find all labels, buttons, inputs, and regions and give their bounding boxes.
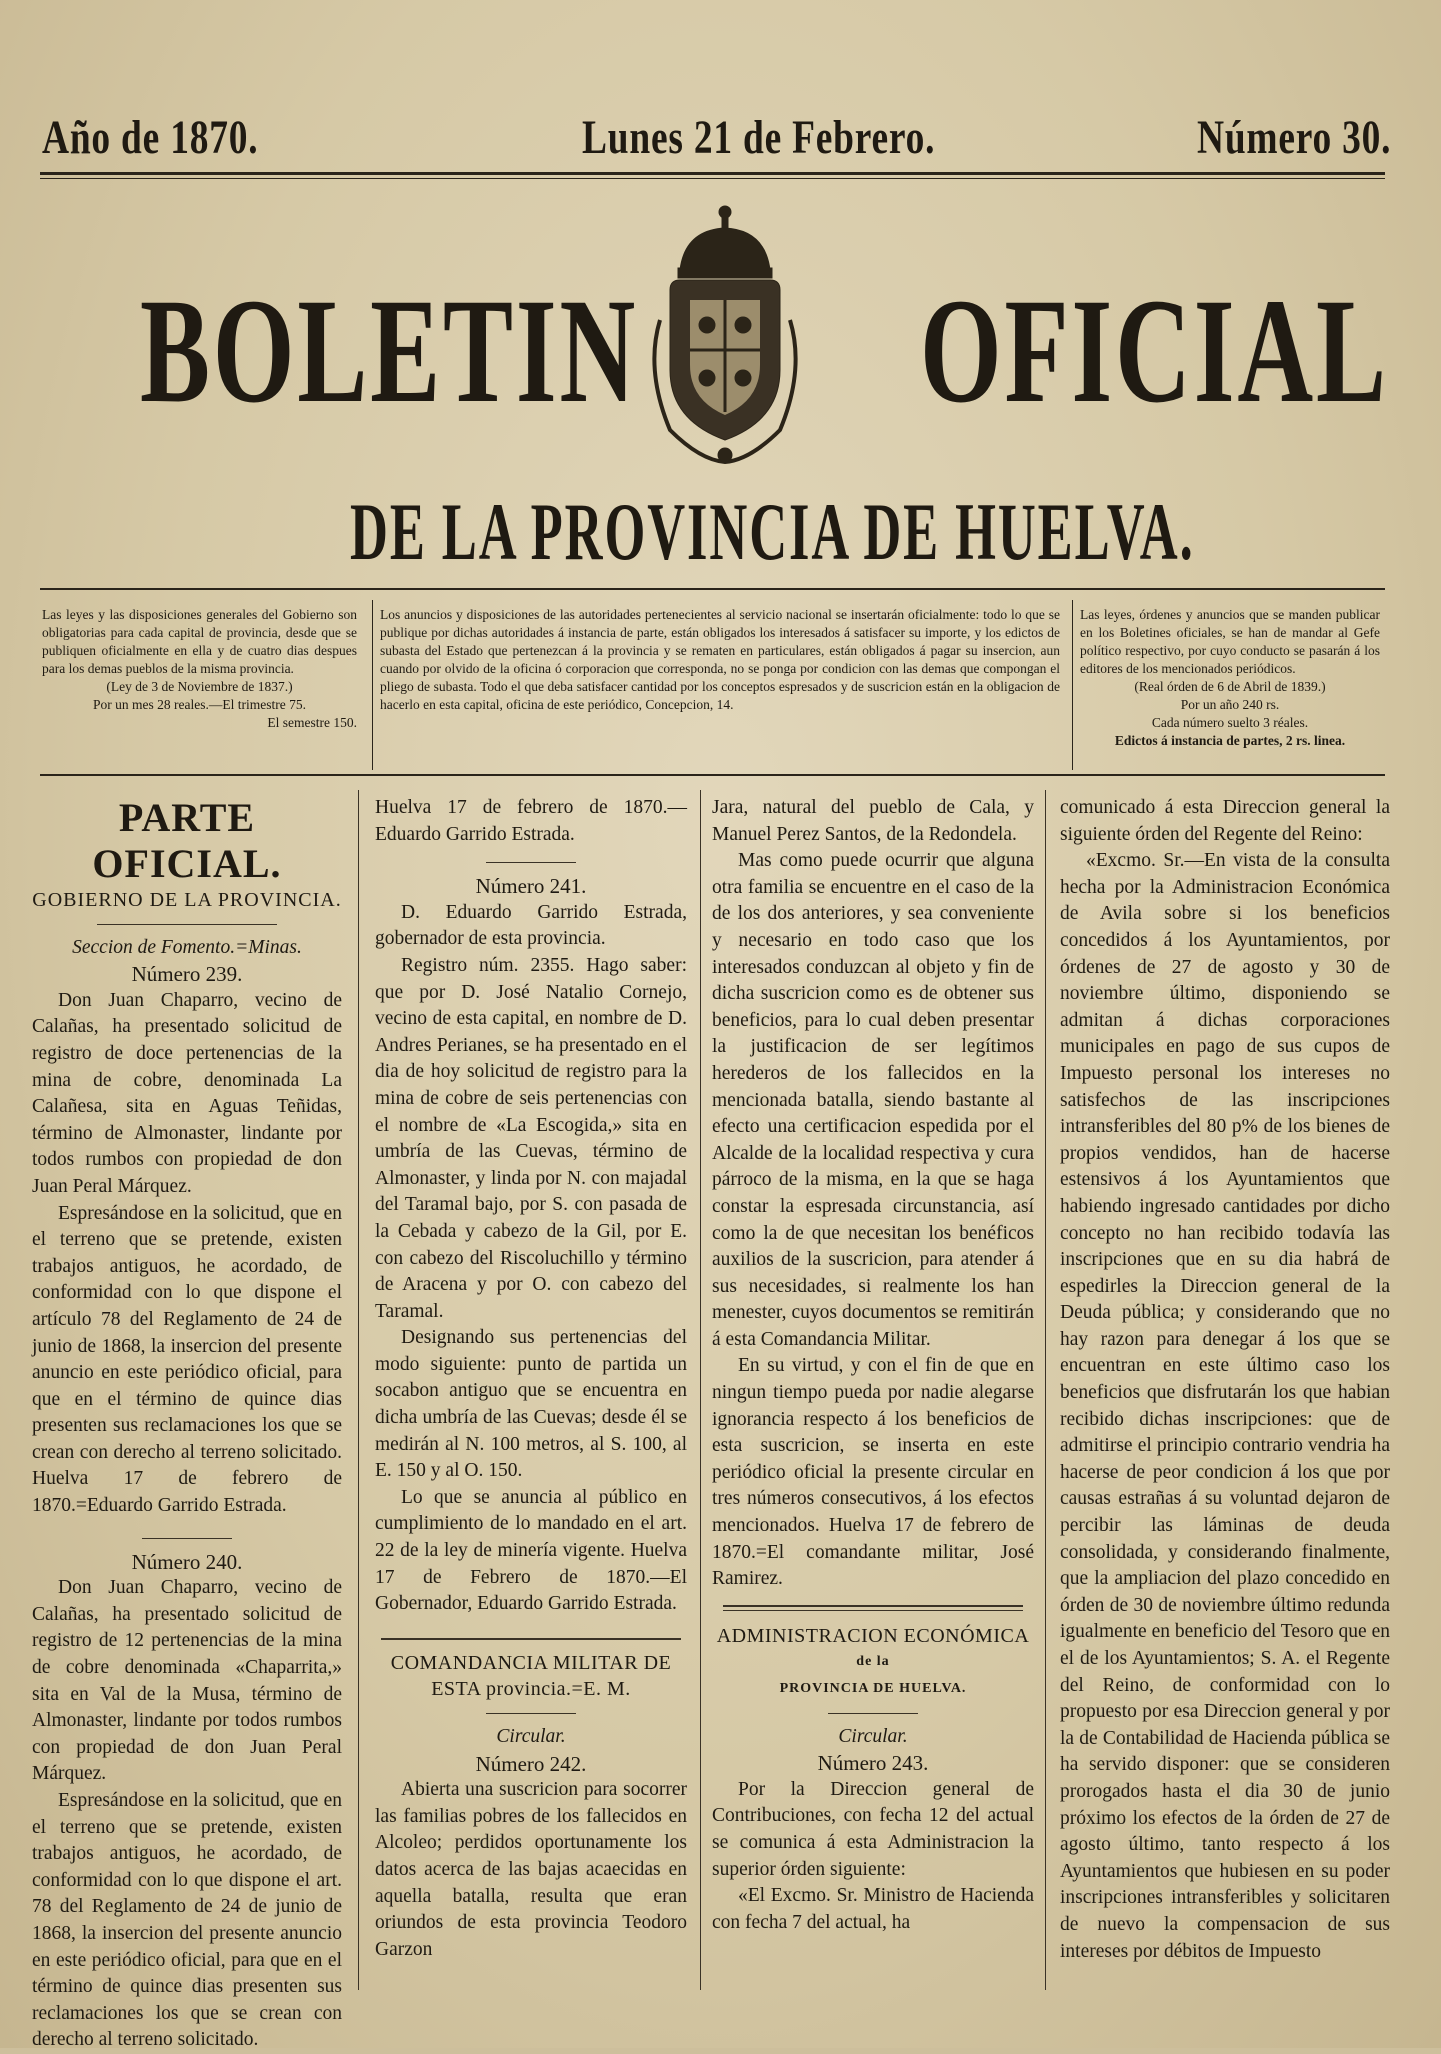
separator xyxy=(723,1605,1023,1611)
article-number: Número 242. xyxy=(475,1751,587,1776)
notice-right-text: Las leyes, órdenes y anuncios que se manden publicar en los Boletines oficiales, se han de mandar al Gefe político respectivo, por cuyo conducto se pasarán á los editores de los mencionados periódicos. xyxy=(1080,607,1380,676)
notice-divider xyxy=(1072,600,1073,770)
article-text: Lo que se anuncia al público en cumplimiento de lo mandado en el art. 22 de la ley de minería vigente. Huelva 17 de Febrero de 1870.—El Gobernador, Eduardo Garrido Estrada. xyxy=(375,1486,687,1615)
article-text: Mas como puede ocurrir que alguna otra familia se encuentre en el caso de la de los dos anteriores, y sea conveniente y necesario en todo caso que los interesados conduzcan al objeto y fin de dicha suscricion como es de obtener sus beneficios, para lo cual deben presentar la justificacion de ser legítimos herederos de los fallecidos en la mencionada batalla, siendo bastante al efecto una certificacion espedida por el Alcalde de la localidad respectiva y cura párroco de la misma, en la que se haga constar la espresada circunstancia, así como la de que necesitan los benéficos auxilios de la suscricion, para atender á sus necesidades, si realmente los han menester, cuyos documentos se remitirán á esta Comandancia Militar. xyxy=(712,850,1034,1350)
article-text: «El Excmo. Sr. Ministro de Hacienda con fecha 7 del actual, ha xyxy=(712,1885,1034,1933)
separator xyxy=(381,1638,681,1640)
masthead-title-left: BOLETIN xyxy=(140,268,639,434)
issue-year: Año de 1870. xyxy=(42,111,259,164)
column-1 xyxy=(32,795,342,2054)
article-text: Don Juan Chaparro, vecino de Calañas, ha presentado solicitud de registro de 12 pertenencias de la mina de cobre denominada «Chaparrita,» sita en Val de la Musa, término de Almonaster, lindante por todos rumbos con propiedad de don Juan Peral Márquez. xyxy=(32,1577,342,1785)
notice-right xyxy=(1080,606,1380,750)
column-2 xyxy=(375,795,687,1963)
issue-date: Lunes 21 de Febrero. xyxy=(582,111,936,164)
notice-left-price: Por un mes 28 reales.—El trimestre 75. xyxy=(93,697,306,712)
separator xyxy=(97,924,277,925)
circular-label: Circular. xyxy=(496,1726,566,1747)
article-text: Huelva 17 de febrero de 1870.—Eduardo Garrido Estrada. xyxy=(375,797,687,845)
subsection-heading-small: PROVINCIA DE HUELVA. xyxy=(779,1681,967,1696)
subsection-heading: COMANDANCIA MILITAR DE ESTA provincia.=E. M. xyxy=(390,1651,672,1701)
article-text: Registro núm. 2355. Hago saber: que por D. José Natalio Cornejo, vecino de esta capital, en nombre de D. Andres Perianes, se ha presentado en el dia de hoy solicitud de registro para la mina de cobre de seis pertenencias con el nombre de «La Escogida,» sita en umbría de las Cuevas, término de Almonaster, y linda por N. con majadal del Taramal bajo, por S. con pasada de la Cebada y cabezo de la Gil, por E. con cabezo del Riscoluchillo y término de Aracena y por O. con cabezo del Taramal. xyxy=(375,954,687,1322)
header-rule-thin xyxy=(40,178,1385,179)
article-text: Espresándose en la solicitud, que en el terreno que se pretende, existen trabajos antiguos, he acordado, de conformidad con lo que dispone el art. 78 del Reglamento de 24 de junio de 1868, la insercion del presente anuncio en este periódico oficial, para que en el término de quince dias presenten sus reclamaciones los que se crean con derecho al terreno solicitado. xyxy=(32,1790,342,2051)
notice-right-law: (Real órden de 6 de Abril de 1839.) xyxy=(1134,679,1326,694)
article-text: Don Juan Chaparro, vecino de Calañas, ha presentado solicitud de registro de doce pertenencias de la mina de cobre, denominada La Calañesa, sita en Aguas Teñidas, término de Almonaster, lindante por todos rumbos con propiedad de don Juan Peral Márquez. xyxy=(32,989,342,1197)
subsection-heading-small: de la xyxy=(856,1654,890,1670)
notice-divider xyxy=(372,600,373,770)
column-4 xyxy=(1060,795,1390,1965)
separator xyxy=(486,862,576,863)
column-rule xyxy=(358,790,359,1990)
article-number: Número 239. xyxy=(131,962,243,987)
column-3 xyxy=(712,795,1034,1936)
article-text: D. Eduardo Garrido Estrada, gobernador de esta provincia. xyxy=(375,901,687,950)
notice-left-price2: El semestre 150. xyxy=(267,715,357,730)
section-heading: PARTE OFICIAL. xyxy=(92,795,282,886)
notice-center-text: Los anuncios y disposiciones de las autoridades pertenecientes al servicio nacional se insertarán oficialmente: todo lo que se publique por dichas autoridades á instancia de parte, están obligados los interesados á satisfacer su importe, y los edictos de subasta del Estado que pertenezcan á la provincia y se rematen en particulares, están obligados á pagar su insercion, aun cuando por olvido de la oficina ó corporacion que corresponda, no se ponga por condicion con las demas que compongan el pliego de subasta. Todo el que deba satisfacer cantidad por los conceptos espresados y de suscricion están en la obligacion de hacerlo en esta capital, oficina de este periódico, Concepcion, 14. xyxy=(380,607,1060,712)
article-text: Designando sus pertenencias del modo siguiente: punto de partida un socabon antiguo que se encuentra en dicha umbría de las Cuevas; desde él se medirán al N. 100 metros, al S. 100, al E. 150 y al O. 150. xyxy=(375,1327,687,1482)
article-text: Abierta una suscricion para socorrer las familias pobres de los fallecidos en Alcoleo; perdidos oportunamente los datos acerca de las bajas acaecidas en aquella batalla, resulta que eran oriundos de esta provincia Teodoro Garzon xyxy=(375,1779,687,1960)
masthead-title-right: OFICIAL xyxy=(920,268,1389,434)
section-label: Seccion de Fomento.=Minas. xyxy=(72,936,302,958)
separator xyxy=(828,1713,918,1714)
article-text: En su virtud, y con el fin de que en ningun tiempo pueda por nadie alegarse ignorancia respecto á los beneficios de esta suscricion, se inserta en este periódico oficial la presente circular en tres números consecutivos, á los efectos mencionados. Huelva 17 de febrero de 1870.=El comandante militar, José Ramirez. xyxy=(712,1355,1034,1590)
article-text: Jara, natural del pueblo de Cala, y Manuel Perez Santos, de la Redondela. xyxy=(712,797,1034,845)
notice-left-text: Las leyes y las disposiciones generales del Gobierno son obligatorias para cada capital de provincia, desde que se publiquen oficialmente en ella y de cuatro dias despues para los demas pueblos de la misma provincia. xyxy=(42,607,357,676)
issue-number: Número 30. xyxy=(1197,111,1392,164)
article-text: «Excmo. Sr.—En vista de la consulta hecha por la Administracion Económica de Avila sobre si los beneficios concedidos á los Ayuntamientos, por órdenes de 27 de agosto y 30 de noviembre último, disponiendo se admitan á dichas corporaciones municipales en pago de sus cupos de Impuesto personal los intereses no satisfechos de las inscripciones intransferibles del 80 p% de los bienes de propios vendidos, han de hacerse estensivos á los Ayuntamientos que habiendo ingresado cantidades por dicho concepto no han recibido todavía las inscripciones que en su dia habrá de espedirles la Direccion general de la Deuda pública; y considerando que no hay razon para denegar á los que se encuentran en este último caso los beneficios que disfrutarán los que habian recibido dichas inscripciones: que de admitirse el principio contrario vendria ha hacerse de peor condicion á los que por causas estrañas á su voluntad dejaron de percibir las láminas de deuda consolidada, y considerando finalmente, que la ampliacion del plazo concedido en órden de 30 de noviembre último redunda igualmente en beneficio del Tesoro que en el de los Ayuntamientos; S. A. el Regente del Reino, de conformidad con lo propuesto por esa Direccion general y por la de Contabilidad de Hacienda pública se ha servido disponer: que se consideren prorogados hasta el dia 30 de junio próximo los efectos de la órden de 27 de agosto último, tanto respecto á los Ayuntamientos que hubiesen en su poder inscripciones intransferibles y solicitaren de nuevo la compensacion de sus intereses por débitos de Impuesto xyxy=(1060,850,1390,1962)
article-number: Número 240. xyxy=(131,1549,243,1574)
article-text: Por la Direccion general de Contribuciones, con fecha 12 del actual se comunica á esta Administracion la superior órden siguiente: xyxy=(712,1778,1034,1880)
notice-left xyxy=(42,606,357,732)
notice-center xyxy=(380,606,1060,714)
notices-rule xyxy=(40,774,1385,776)
notice-right-single: Cada número suelto 3 réales. xyxy=(1151,715,1309,730)
circular-label: Circular. xyxy=(838,1725,908,1747)
article-text: Espresándose en la solicitud, que en el terreno que se pretende, existen trabajos antiguos, he acordado, de conformidad con lo que dispone el artículo 78 del Reglamento de 24 de junio de 1868, la insercion del presente anuncio en este periódico oficial, para que en el término de quince dias presenten sus reclamaciones los que se crean con derecho al terreno solicitado. Huelva 17 de febrero de 1870.=Eduardo Garrido Estrada. xyxy=(32,1202,342,1517)
notice-right-price: Por un año 240 rs. xyxy=(1180,697,1280,712)
royal-crest-icon xyxy=(640,200,810,470)
issue-header xyxy=(42,110,1392,170)
notice-right-edicts: Edictos á instancia de partes, 2 rs. linea. xyxy=(1114,733,1346,748)
column-rule xyxy=(1045,790,1046,1990)
subsection-heading: ADMINISTRACION ECONÓMICA xyxy=(716,1624,1030,1647)
masthead-rule xyxy=(40,588,1385,590)
article-number: Número 243. xyxy=(817,1751,929,1776)
separator xyxy=(142,1538,232,1539)
column-rule xyxy=(700,790,701,1990)
header-rule xyxy=(40,172,1385,175)
article-text: comunicado á esta Direccion general la siguiente órden del Regente del Reino: xyxy=(1060,797,1390,845)
notice-left-law: (Ley de 3 de Noviembre de 1837.) xyxy=(106,679,293,694)
masthead-subtitle: DE LA PROVINCIA DE HUELVA. xyxy=(350,486,1195,577)
separator xyxy=(486,1713,576,1714)
subsection-heading: GOBIERNO DE LA PROVINCIA. xyxy=(32,889,342,911)
article-number: Número 241. xyxy=(475,874,587,899)
